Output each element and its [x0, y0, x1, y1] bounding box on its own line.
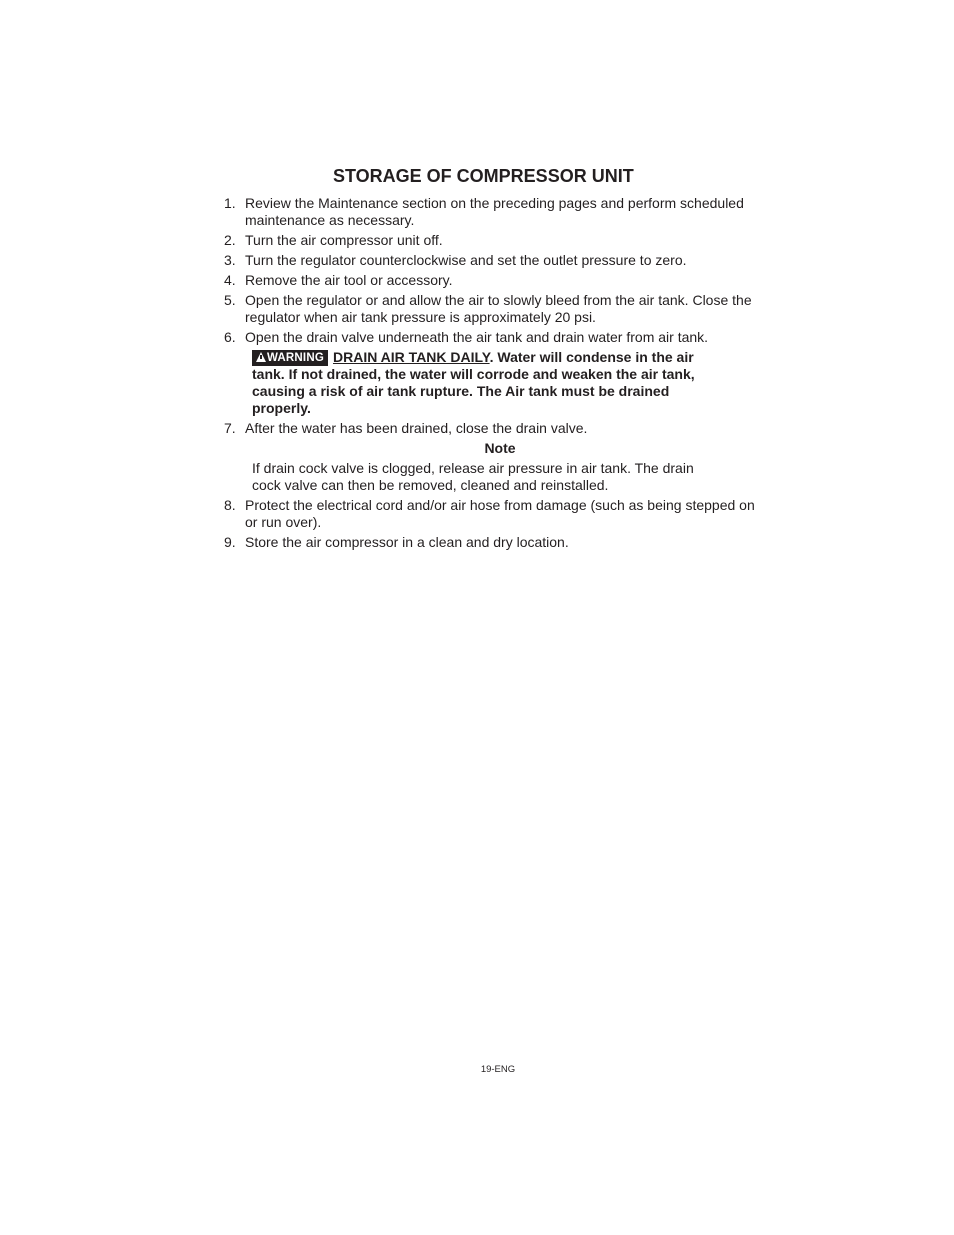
step-number: 8.: [224, 497, 236, 513]
step-text: Turn the air compressor unit off.: [245, 232, 443, 248]
step-number: 4.: [224, 272, 236, 288]
warning-body: . Water will condense in the air tank. If not drained, the water will corrode and weaken the air tank, causing a risk of air tank rupture. The Air tank must be drained properly.: [252, 349, 695, 416]
step-text: Open the drain valve underneath the air tank and drain water from air tank.: [245, 329, 709, 345]
step-item: [224, 292, 764, 326]
warning-heading: DRAIN AIR TANK DAILY: [332, 349, 490, 365]
page-number: 19-ENG: [480, 1064, 516, 1075]
note-title: Note: [484, 440, 516, 456]
step-item: [224, 329, 764, 346]
warning-triangle-icon: [256, 352, 266, 362]
step-item: [224, 232, 764, 249]
step-text: Store the air compressor in a clean and dry location.: [245, 534, 569, 550]
step-item: [224, 195, 764, 229]
step-number: 2.: [224, 232, 236, 248]
step-number: 9.: [224, 534, 236, 550]
step-text: Open the regulator or and allow the air to slowly bleed from the air tank. Close the regulator when air tank pressure is approximately 20 psi.: [245, 292, 752, 325]
step-text: Remove the air tool or accessory.: [245, 272, 453, 288]
step-number: 1.: [224, 195, 236, 211]
step-text: Review the Maintenance section on the preceding pages and perform scheduled maintenance as necessary.: [245, 195, 744, 228]
page-title: STORAGE OF COMPRESSOR UNIT: [333, 166, 634, 186]
step-item: [224, 534, 764, 551]
step-number: 6.: [224, 329, 236, 345]
step-text: After the water has been drained, close the drain valve.: [245, 420, 588, 436]
step-item: [224, 252, 764, 269]
step-item: [224, 420, 764, 437]
step-number: 7.: [224, 420, 236, 436]
step-item: [224, 497, 764, 531]
note-text: If drain cock valve is clogged, release air pressure in air tank. The drain cock valve can then be removed, cleaned and reinstalled.: [252, 460, 694, 493]
warning-block: [252, 349, 722, 417]
warning-badge-label: WARNING: [267, 352, 324, 364]
step-text: Protect the electrical cord and/or air hose from damage (such as being stepped on or run over).: [245, 497, 755, 530]
warning-badge: [252, 350, 328, 366]
page-content: [224, 164, 764, 554]
step-number: 5.: [224, 292, 236, 308]
step-item: [224, 272, 764, 289]
step-number: 3.: [224, 252, 236, 268]
step-text: Turn the regulator counterclockwise and set the outlet pressure to zero.: [245, 252, 687, 268]
